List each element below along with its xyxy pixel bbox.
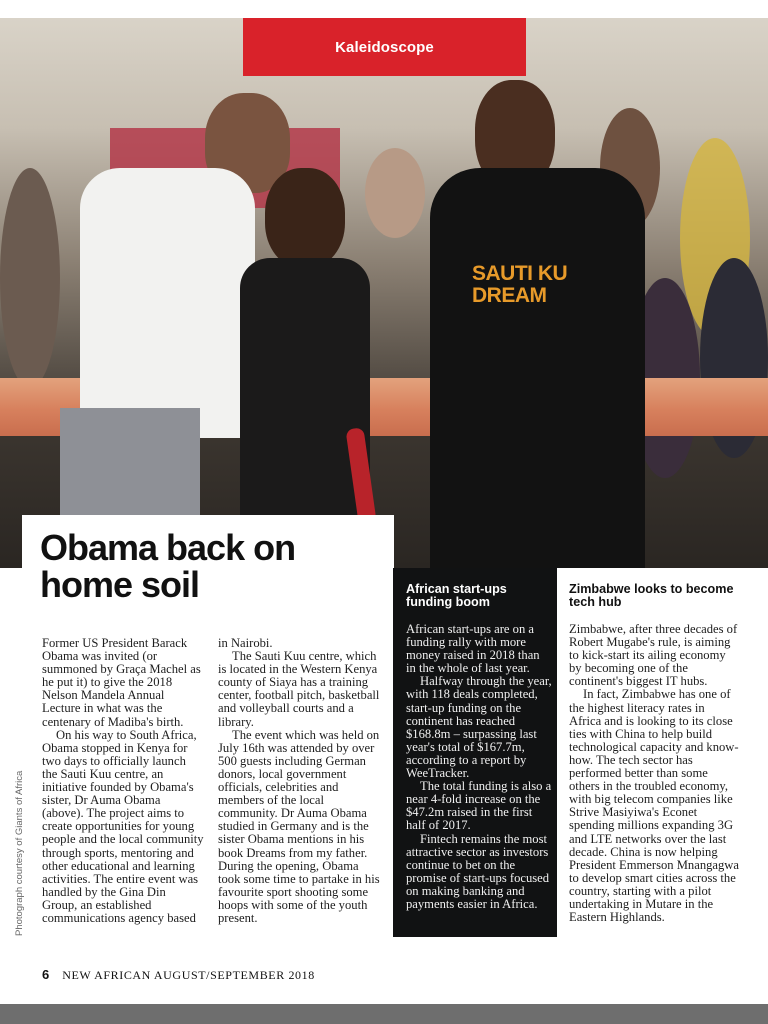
paragraph: Former US President Barack Obama was invited (or summoned by Graça Machel as he put it) to give the 2018 Nelson Mandela Annual Lecture in what was the centenary of Madiba's birth. <box>42 636 201 729</box>
paragraph: The event which was held on July 16th was attended by over 500 guests including German donors, local government officials, celebrities and members of the local community. Dr Auma Obama studied in Germany and is the sister Obama mentions in his book Dreams from my father. During the opening, Obama took some time to partake in his favourite sport shooting some hoops with some of the youth present. <box>218 727 380 925</box>
section-tag: Kaleidoscope <box>243 18 526 76</box>
headline: Obama back on home soil <box>40 527 296 605</box>
article-column-2 <box>218 637 380 925</box>
magazine-issue: NEW AFRICAN AUGUST/SEPTEMBER 2018 <box>62 968 315 982</box>
headline-box <box>22 515 394 615</box>
page-number: 6 <box>42 967 50 982</box>
paragraph: Zimbabwe, after three decades of Robert Mugabe's rule, is aiming to kick-start its ailing economy by becoming one of the continent's biggest IT hubs. <box>569 622 738 689</box>
article-column-1 <box>42 637 204 925</box>
paragraph: African start-ups are on a funding rally with more money raised in 2018 than in the whole of last year. <box>406 622 540 676</box>
shirt-print: SAUTI KU DREAM <box>472 262 568 307</box>
hero-photo <box>0 18 768 568</box>
photo-credit: Photograph courtesy of Giants of Africa <box>14 770 25 936</box>
zimbabwe-heading: Zimbabwe looks to become tech hub <box>569 582 734 609</box>
paragraph: The Sauti Kuu centre, which is located in the Western Kenya county of Siaya has a training center, football pitch, basketball and volleyball courts and a library. <box>218 649 380 729</box>
paragraph: in Nairobi. <box>218 636 273 650</box>
paragraph: Fintech remains the most attractive sector as investors continue to bet on the promise of start-ups focused on making banking and payments easier in Africa. <box>406 831 550 911</box>
paragraph: Halfway through the year, with 118 deals completed, start-up funding on the continent has reached $168.8m – surpassing last year's total of $167.7m, according to a report by WeeTracker. <box>406 674 552 781</box>
bottom-bar <box>0 1004 768 1024</box>
sidebar-heading: African start-ups funding boom <box>406 582 507 609</box>
zimbabwe-column <box>569 623 739 924</box>
sidebar-body <box>406 623 552 911</box>
startups-sidebar <box>393 568 557 937</box>
folio <box>42 967 315 983</box>
paragraph: The total funding is also a near 4-fold increase on the $47.2m raised in the first half of 2017. <box>406 779 552 833</box>
top-margin <box>0 0 768 18</box>
paragraph: In fact, Zimbabwe has one of the highest literacy rates in Africa and is looking to its close ties with China to help build technological capacity and know-how. The tech sector has performed better than some others in the troubled economy, with big telecom companies like Strive Masiyiwa's Econet spending millions expanding 3G and LTE networks over the last decade. China is now helping President Emmerson Mnangagwa to develop smart cities across the country, starting with a pilot undertaking in Mutare in the Eastern Highlands. <box>569 687 739 925</box>
paragraph: On his way to South Africa, Obama stopped in Kenya for two days to officially launch the Sauti Kuu centre, an initiative founded by Obama's sister, Dr Auma Obama (above). The project aims to create opportunities for young people and the local community through sports, mentoring and other educational and learning activities. The entire event was handled by the Gina Din Group, an established communications agency based <box>42 727 204 925</box>
